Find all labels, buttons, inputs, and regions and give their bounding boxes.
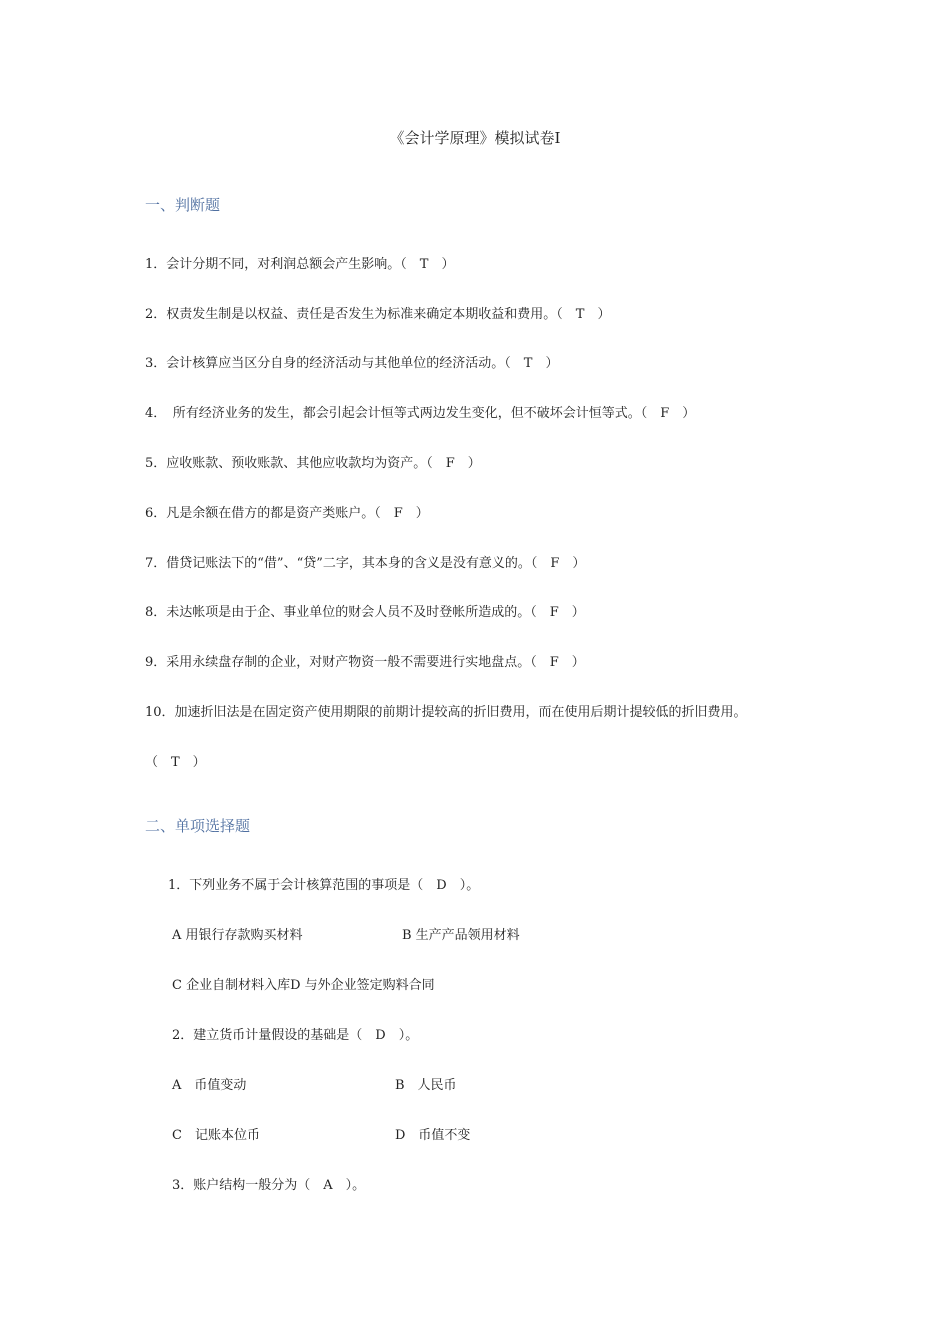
- mc-question-2-option-a: A 币值变动: [172, 1078, 247, 1093]
- tf-question-3: 3．会计核算应当区分自身的经济活动与其他单位的经济活动。（ T ）: [145, 356, 559, 371]
- mc-question-1: 1．下列业务不属于会计核算范围的事项是（ D ）。: [168, 878, 480, 893]
- tf-question-1: 1．会计分期不同，对利润总额会产生影响。（ T ）: [145, 257, 455, 272]
- tf-question-8: 8．未达帐项是由于企、事业单位的财会人员不及时登帐所造成的。（ F ）: [145, 605, 585, 620]
- tf-question-4: 4． 所有经济业务的发生，都会引起会计恒等式两边发生变化，但不破坏会计恒等式。（ F ）: [145, 406, 696, 421]
- tf-question-9: 9．采用永续盘存制的企业，对财产物资一般不需要进行实地盘点。（ F ）: [145, 655, 585, 670]
- tf-question-7: 7．借贷记账法下的“借”、“贷”二字，其本身的含义是没有意义的。（ F ）: [145, 556, 586, 571]
- mc-question-3: 3．账户结构一般分为（ A ）。: [172, 1178, 366, 1193]
- mc-question-2-option-d: D 币值不变: [395, 1128, 471, 1143]
- document-title: 《会计学原理》模拟试卷Ⅰ: [389, 129, 561, 147]
- section-heading-single-choice: 二、单项选择题: [145, 817, 251, 835]
- tf-question-5: 5．应收账款、预收账款、其他应收款均为资产。（ F ）: [145, 456, 481, 471]
- mc-question-2-option-c: C 记账本位币: [172, 1128, 260, 1143]
- tf-question-2: 2．权责发生制是以权益、责任是否发生为标准来确定本期收益和费用。（ T ）: [145, 307, 611, 322]
- tf-question-10: 10．加速折旧法是在固定资产使用期限的前期计提较高的折旧费用，而在使用后期计提较低的折旧费用。: [145, 705, 747, 720]
- section-heading-true-false: 一、判断题: [145, 196, 221, 214]
- tf-question-10-answer: （ T ）: [145, 755, 206, 770]
- mc-question-1-option-b: B 生产产品领用材料: [402, 928, 520, 943]
- mc-question-1-option-c-d: C 企业自制材料入库D 与外企业签定购料合同: [172, 978, 435, 993]
- mc-question-1-option-a: A 用银行存款购买材料: [172, 928, 303, 943]
- mc-question-2-option-b: B 人民币: [395, 1078, 457, 1093]
- tf-question-6: 6．凡是余额在借方的都是资产类账户。（ F ）: [145, 506, 429, 521]
- mc-question-2: 2．建立货币计量假设的基础是（ D ）。: [172, 1028, 419, 1043]
